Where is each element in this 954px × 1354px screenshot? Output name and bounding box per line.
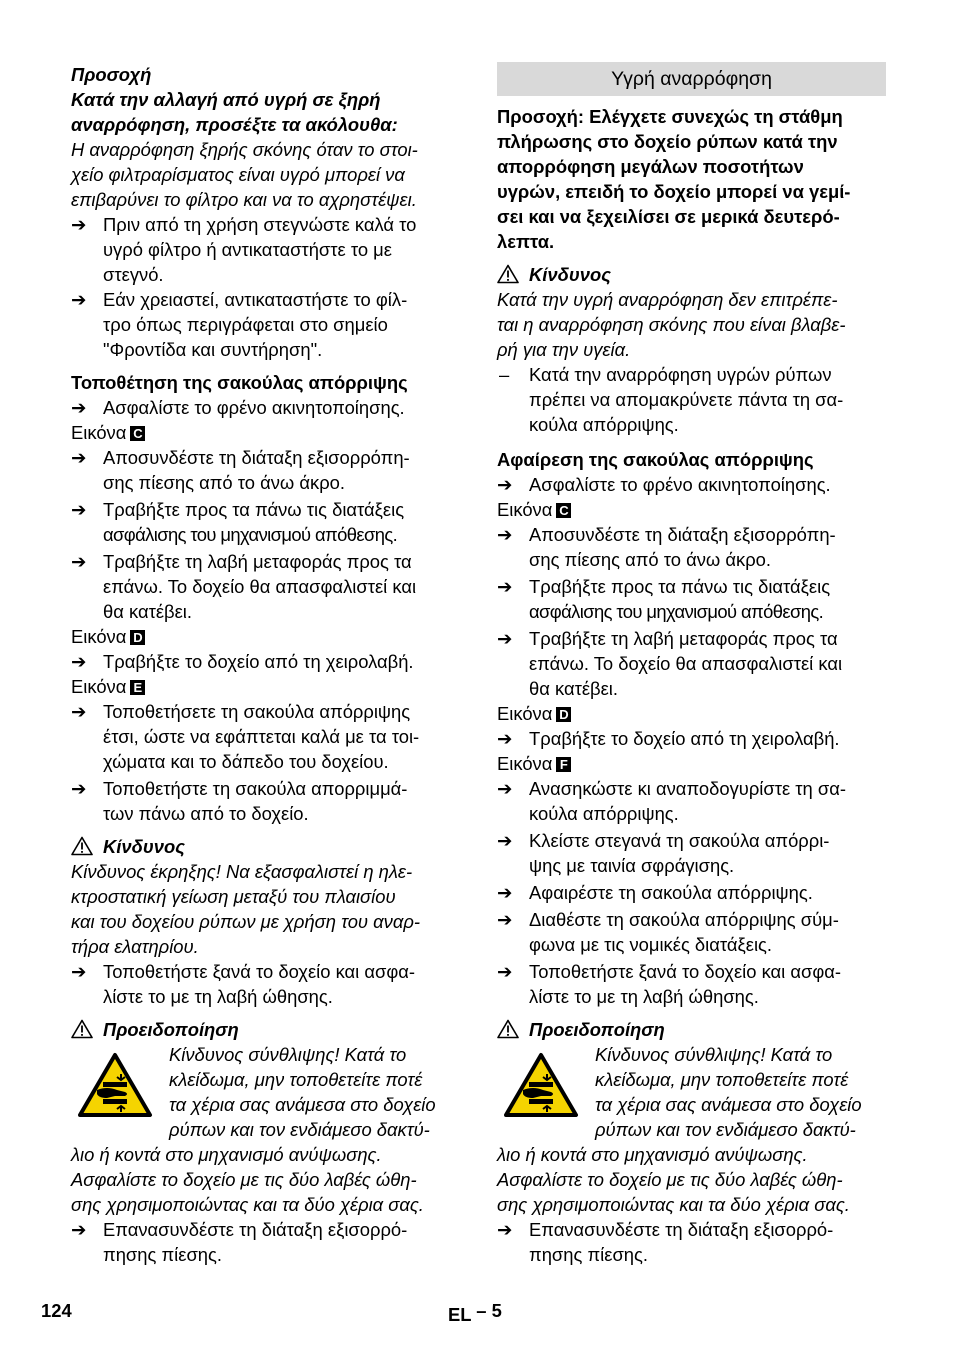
step-item: ➔ Τοποθετήστε τη σακούλα απορριμμά- των πάνω από το δοχείο.: [71, 778, 408, 824]
figure-ref: Εικόνα C: [71, 420, 460, 445]
step-item: ➔ Αφαιρέστε τη σακούλα απόρριψης.: [497, 882, 813, 903]
caution-bold-line: απορρόφηση μεγάλων ποσοτήτων: [497, 156, 804, 177]
arrow-right-icon: ➔: [497, 628, 513, 649]
figure-letter: D: [130, 630, 145, 645]
danger-text-line: ρή για την υγεία.: [497, 339, 631, 360]
arrow-right-icon: ➔: [497, 524, 513, 545]
arrow-right-icon: ➔: [497, 576, 513, 597]
warning-text-line: λιο ή κοντά στο μηχανισμό ανύψωσης.: [71, 1144, 382, 1165]
arrow-right-icon: ➔: [497, 474, 513, 495]
figure-letter: E: [130, 680, 145, 695]
caution-text-line: επιβαρύνει το φίλτρο και να το αχρηστέψει.: [71, 189, 417, 210]
arrow-right-icon: ➔: [71, 214, 87, 235]
warning-text-line: σης χρησιμοποιώντας και τα δύο χέρια σας.: [71, 1194, 424, 1215]
step-item: ➔ Τραβήξτε προς τα πάνω τις διατάξεις ασφάλισης του μηχανισμού απόθεσης.: [497, 576, 831, 622]
step-item: ➔ Επανασυνδέστε τη διάταξη εξισορρό- πησης πίεσης.: [497, 1219, 834, 1265]
step-item: ➔ Τοποθετήστε ξανά το δοχείο και ασφα- λίστε το με τη λαβή ώθησης.: [497, 961, 842, 1007]
warning-triangle-icon: [71, 1019, 93, 1039]
figure-ref: Εικόνα E: [71, 674, 460, 699]
dash-item: – Κατά την αναρρόφηση υγρών ρύπων πρέπει να απομακρύνετε πάντα τη σα- κούλα απόρριψης.: [499, 364, 844, 435]
step-item: ➔ Τραβήξτε το δοχείο από τη χειρολαβή.: [497, 728, 840, 749]
step-item: ➔ Τοποθετήστε ξανά το δοχείο και ασφα- λίστε το με τη λαβή ώθησης.: [71, 961, 416, 1007]
step-item: ➔ Τραβήξτε το δοχείο από τη χειρολαβή.: [71, 651, 414, 672]
step-item: ➔ Αποσυνδέστε τη διάταξη εξισορρόπη- σης πίεσης από το άνω άκρο.: [497, 524, 836, 570]
step-item: ➔ Ασφαλίστε το φρένο ακινητοποίησης.: [497, 474, 831, 495]
figure-letter: C: [130, 426, 145, 441]
arrow-right-icon: ➔: [71, 961, 87, 982]
caution-title: Προσοχή: [71, 64, 152, 85]
dash-bullet: –: [499, 364, 510, 385]
danger-text-line: ται η αναρρόφηση σκόνης που είναι βλαβε-: [497, 314, 846, 335]
left-column: [71, 62, 460, 1267]
figure-ref: Εικόνα D: [71, 624, 460, 649]
arrow-right-icon: ➔: [497, 882, 513, 903]
caution-bold-line: λεπτα.: [497, 231, 555, 252]
hand-crush-warning-sign: [77, 1052, 153, 1118]
warning-text-line: Ασφαλίστε το δοχείο με τις δύο λαβές ώθη-: [71, 1169, 417, 1190]
step-item: ➔ Τραβήξτε τη λαβή μεταφοράς προς τα επάνω. Το δοχείο θα απασφαλιστεί και θα κατέβει.: [497, 628, 843, 699]
step-item: ➔ Τοποθετήσετε τη σακούλα απόρριψης έτσι, ώστε να εφάπτεται καλά με τα τοι- χώματα και το δάπεδο του δοχείου.: [71, 701, 420, 772]
step-item: ➔ Κλείστε στεγανά τη σακούλα απόρρι- ψης με ταινία σφράγισης.: [497, 830, 830, 876]
caution-bold-line: σει και να ξεχειλίσει σε μερικά δευτερό-: [497, 206, 840, 227]
warning-heading: Προειδοποίηση: [71, 1017, 460, 1042]
arrow-right-icon: ➔: [71, 551, 87, 572]
warning-triangle-icon: [497, 1019, 519, 1039]
warning-block: Κίνδυνος σύνθλιψης! Κατά το κλείδωμα, μην τοποθετείτε ποτέ τα χέρια σας ανάμεσα στο δοχείο ρύπων και τον ενδιάμεσο δακτύ-: [71, 1042, 460, 1142]
figure-letter: C: [556, 503, 571, 518]
danger-text-line: και του δοχείου ρύπων με χρήση του αναρ-: [71, 911, 420, 932]
arrow-right-icon: ➔: [71, 701, 87, 722]
hand-crush-warning-sign: [503, 1052, 579, 1118]
figure-ref: Εικόνα F: [497, 751, 886, 776]
right-column: [497, 62, 886, 1267]
danger-text-line: τήρα ελατηρίου.: [71, 936, 199, 957]
step-item: ➔ Πριν από τη χρήση στεγνώστε καλά το υγρό φίλτρο ή αντικαταστήστε το με στεγνό.: [71, 214, 417, 285]
danger-text-line: Κίνδυνος έκρηξης! Να εξασφαλιστεί η ηλε-: [71, 861, 413, 882]
danger-text-line: Κατά την υγρή αναρρόφηση δεν επιτρέπε-: [497, 289, 838, 310]
figure-letter: D: [556, 707, 571, 722]
caution-text-line: χείο φιλτραρίσματος είναι υγρό μπορεί να: [71, 164, 405, 185]
arrow-right-icon: ➔: [497, 961, 513, 982]
heading-bag-remove: Αφαίρεση της σακούλας απόρριψης: [497, 449, 814, 470]
arrow-right-icon: ➔: [71, 499, 87, 520]
heading-bag-install: Τοποθέτηση της σακούλας απόρριψης: [71, 372, 408, 393]
arrow-right-icon: ➔: [497, 909, 513, 930]
arrow-right-icon: ➔: [71, 447, 87, 468]
figure-letter: F: [556, 757, 571, 772]
step-item: ➔ Αποσυνδέστε τη διάταξη εξισορρόπη- σης πίεσης από το άνω άκρο.: [71, 447, 410, 493]
arrow-right-icon: ➔: [71, 651, 87, 672]
warning-heading: Προειδοποίηση: [497, 1017, 886, 1042]
caution-bold-line: αναρρόφηση, προσέξτε τα ακόλουθα:: [71, 114, 398, 135]
step-item: ➔ Επανασυνδέστε τη διάταξη εξισορρό- πησης πίεσης.: [71, 1219, 408, 1265]
step-item: ➔ Διαθέστε τη σακούλα απόρριψης σύμ- φωνα με τις νομικές διατάξεις.: [497, 909, 839, 955]
step-item: ➔ Τραβήξτε τη λαβή μεταφοράς προς τα επάνω. Το δοχείο θα απασφαλιστεί και θα κατέβει.: [71, 551, 417, 622]
warning-text-line: Ασφαλίστε το δοχείο με τις δύο λαβές ώθη-: [497, 1169, 843, 1190]
warning-text-line: λιο ή κοντά στο μηχανισμό ανύψωσης.: [497, 1144, 808, 1165]
danger-heading: Κίνδυνος: [497, 262, 886, 287]
danger-heading: Κίνδυνος: [71, 834, 460, 859]
arrow-right-icon: ➔: [497, 830, 513, 851]
language-page-marker: EL – 5: [448, 1300, 502, 1325]
arrow-right-icon: ➔: [71, 778, 87, 799]
arrow-right-icon: ➔: [71, 397, 87, 418]
step-item: ➔ Ασφαλίστε το φρένο ακινητοποίησης.: [71, 397, 405, 418]
arrow-right-icon: ➔: [71, 1219, 87, 1240]
caution-bold-line: Προσοχή: Ελέγχετε συνεχώς τη στάθμη: [497, 106, 843, 127]
step-item: ➔ Εάν χρειαστεί, αντικαταστήστε το φίλ- τρο όπως περιγράφεται στο σημείο "Φροντίδα και συντήρηση".: [71, 289, 408, 360]
caution-bold-line: υγρών, επειδή το δοχείο μπορεί να γεμί-: [497, 181, 851, 202]
figure-ref: Εικόνα C: [497, 497, 886, 522]
arrow-right-icon: ➔: [497, 728, 513, 749]
caution-bold-line: Κατά την αλλαγή από υγρή σε ξηρή: [71, 89, 381, 110]
section-title: Υγρή αναρρόφηση: [497, 62, 886, 96]
danger-text-line: κτροστατική γείωση μεταξύ του πλαισίου: [71, 886, 396, 907]
arrow-right-icon: ➔: [497, 778, 513, 799]
warning-text-line: σης χρησιμοποιώντας και τα δύο χέρια σας.: [497, 1194, 850, 1215]
arrow-right-icon: ➔: [497, 1219, 513, 1240]
step-item: ➔ Τραβήξτε προς τα πάνω τις διατάξεις ασφάλισης του μηχανισμού απόθεσης.: [71, 499, 405, 545]
caution-text-line: Η αναρρόφηση ξηρής σκόνης όταν το στοι-: [71, 139, 418, 160]
step-item: ➔ Ανασηκώστε κι αναποδογυρίστε τη σα- κούλα απόρριψης.: [497, 778, 846, 824]
warning-triangle-icon: [71, 836, 93, 856]
page-number: 124: [41, 1300, 72, 1321]
caution-bold-line: πλήρωσης στο δοχείο ρύπων κατά την: [497, 131, 838, 152]
warning-triangle-icon: [497, 264, 519, 284]
warning-block: Κίνδυνος σύνθλιψης! Κατά το κλείδωμα, μην τοποθετείτε ποτέ τα χέρια σας ανάμεσα στο δοχείο ρύπων και τον ενδιάμεσο δακτύ-: [497, 1042, 886, 1142]
arrow-right-icon: ➔: [71, 289, 87, 310]
figure-ref: Εικόνα D: [497, 701, 886, 726]
